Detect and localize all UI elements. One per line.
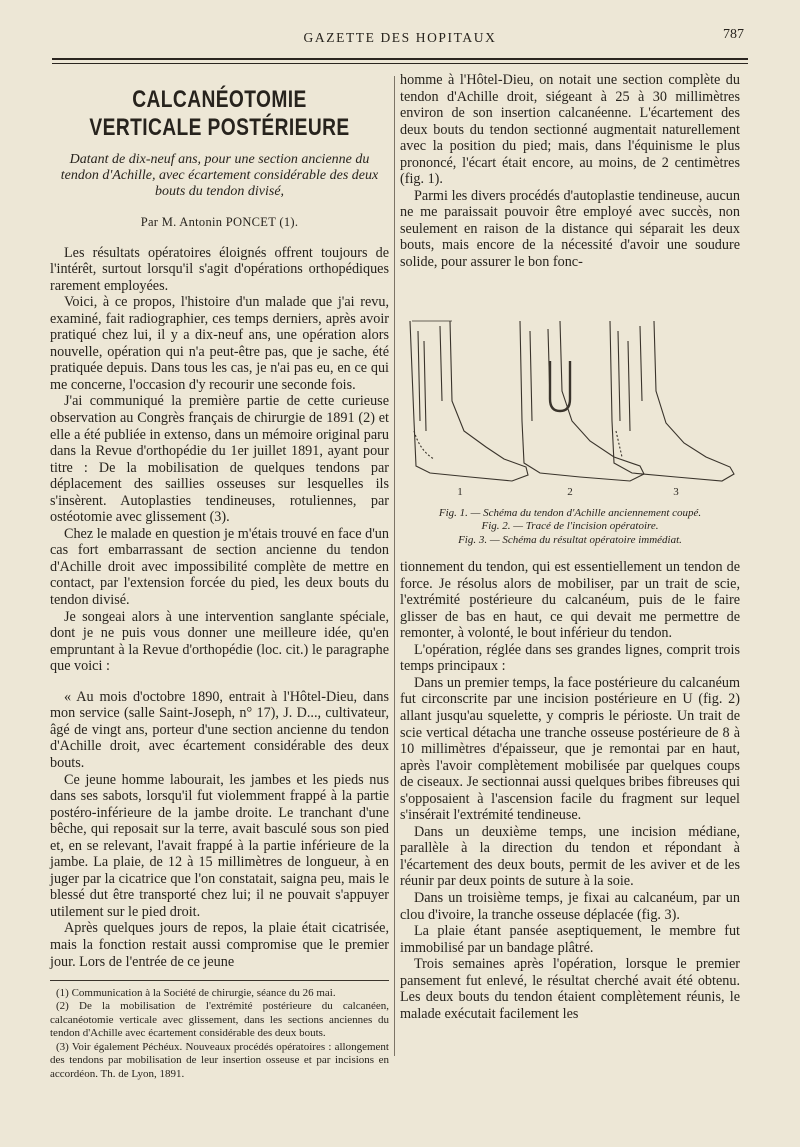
- figure-number-label: 3: [673, 485, 679, 498]
- footnote: (1) Communication à la Société de chirurgie, séance du 26 mai.: [56, 987, 336, 1000]
- foot-drawing-3: [610, 321, 734, 481]
- caption-fig-2: Fig. 2. — Tracé de l'incision opératoire.: [481, 520, 659, 533]
- paragraph: Les résultats opératoires éloignés offrent toujours de l'intérêt, surtout lorsqu'il s'agit d'opérations orthopédiques rarement employées.: [50, 244, 389, 294]
- article-subtitle: Datant de dix-neuf ans, pour une section ancienne du tendon d'Achille, avec écartement considérable des deux bouts du tendon divisé,: [60, 152, 379, 199]
- journal-title: GAZETTE DES HOPITAUX: [303, 30, 497, 45]
- header-rule: [52, 58, 748, 60]
- paragraph: Je songeai alors à une intervention sanglante spéciale, dont je ne puis vous donner une meilleure idée, qu'en empruntant à la Revue d'orthopédie (loc. cit.) le paragraphe que voici :: [50, 608, 389, 675]
- right-column: [400, 72, 740, 1022]
- paragraph: Dans un premier temps, la face postérieure du calcanéum fut circonscrite par une incision postérieure en U (fig. 2) allant jusqu'au squelette, y compris le périoste. Un trait de scie vertical détacha une tranche osseuse postérieure de 8 à 10 millimètres d'épaisseur, que je remontai par en haut, après l'avoir complètement mobilisée par quelques coups de ciseaux. Je sectionnai aussi quelques bribes fibreuses qui s'opposaient à l'ascension facile du fragment sur lequel s'insérait l'extrémité tendineuse.: [400, 674, 741, 824]
- left-column: [50, 72, 389, 1081]
- paragraph: L'opération, réglée dans ses grandes lignes, comprit trois temps principaux :: [400, 641, 740, 675]
- caption-fig-1: Fig. 1. — Schéma du tendon d'Achille anciennement coupé.: [438, 506, 702, 519]
- paragraph: Trois semaines après l'opération, lorsque le premier pansement fut enlevé, le résultat cherché avait été obtenu. Les deux bouts du tendon étaient complètement réunis, le malade exécutait facilement les: [400, 956, 740, 1022]
- figure-number-label: 2: [567, 485, 573, 498]
- paragraph: J'ai communiqué la première partie de cette curieuse observation au Congrès français de chirurgie de 1891 (2) et elle a été publiée in extenso, dans un mémoire original paru dans la Revue d'orthopédie du 1er juillet 1891, ayant pour titre : De la mobilisation de quelques tendons par déplacement des saillies osseuses sur lesquelles ils s'insèrent. Autoplasties tendineuses, rotuliennes, par ostéotomie avec glissement (3).: [50, 393, 389, 526]
- column-divider: [394, 76, 395, 1056]
- quote-paragraph: « Au mois d'octobre 1890, entrait à l'Hôtel-Dieu, dans mon service (salle Saint-Joseph, n° 17), J. D..., cultivateur, âgé de vingt ans, porteur d'une section ancienne du tendon d'Achille droit, avec écartement considérable des deux bouts.: [50, 688, 389, 771]
- footnote-rule: [50, 980, 389, 981]
- footnote: (2) De la mobilisation de l'extrémité postérieure du calcanéen, calcanéotomie verticale avec glissement, dans les sections anciennes du tendon d'Achille avec écartement considérable des deux bouts.: [50, 1000, 389, 1040]
- running-header: [52, 27, 748, 50]
- paragraph: Dans un troisième temps, je fixai au calcanéum, par un clou d'ivoire, la tranche osseuse déplacée (fig. 3).: [400, 890, 740, 923]
- footnote: (3) Voir également Péchéux. Nouveaux procédés opératoires : allongement des tendons par mobilisation de leur insertion osseuse et par incisions en accordéon. Th. de Lyon, 1891.: [50, 1040, 389, 1080]
- foot-schema-illustration: [400, 281, 740, 503]
- foot-drawing-1: [410, 321, 528, 481]
- figure-captions: [400, 507, 740, 548]
- paragraph: Dans un deuxième temps, une incision médiane, parallèle à la direction du tendon et répondant à l'écartement des deux bouts, permit de les aviver et de les réunir par deux points de suture à la soie.: [400, 823, 740, 890]
- paragraph: Chez le malade en question je m'étais trouvé en face d'un cas fort embarrassant de section ancienne du tendon d'Achille droit avec impossibilité complète de mettre en contact, par l'extension forcée du pied, les deux bouts du tendon divisé.: [50, 525, 389, 609]
- quote-paragraph: Après quelques jours de repos, la plaie était cicatrisée, mais la fonction restait aussi compromise que le premier jour. Lors de l'entrée de ce jeune: [50, 920, 389, 970]
- page-number: 787: [723, 27, 744, 42]
- footnotes: [50, 987, 389, 1081]
- paragraph: Voici, à ce propos, l'histoire d'un malade que j'ai revu, examiné, fait radiographier, ces temps derniers, après avoir pratiqué chez lui, il y a dix-neuf ans, une opération alors nouvelle, opération qui n'a peut-être pas, que je sache, été pratiquée depuis. Dans tous les cas, je n'ai pas eu, en ce qui me concerne, l'occasion d'y recourir une seconde fois.: [50, 294, 389, 393]
- article-title: CALCANÉOTOMIE VERTICALE POSTÉRIEURE: [89, 86, 350, 141]
- foot-drawing-2: [520, 321, 644, 481]
- paragraph: Parmi les divers procédés d'autoplastie tendineuse, aucun ne me paraissait pouvoir être employé avec succès, non seulement en raison de la distance qui séparait les deux bouts, mais encore de la nécessité d'avoir une soudure solide, pour assurer le bon fonc-: [400, 187, 740, 271]
- article-author: Par M. Antonin PONCET (1).: [140, 215, 299, 229]
- caption-fig-3: Fig. 3. — Schéma du résultat opératoire immédiat.: [458, 533, 682, 546]
- paragraph: tionnement du tendon, qui est essentiellement un tendon de force. Je résolus alors de mobiliser, par un trait de scie, l'extrémité postérieure du calcanéum, puis de le faire glisser de bas en haut, ce qui devait me permettre de remonter, à volonté, le bout inférieur du tendon.: [400, 559, 740, 642]
- header-rule-thin: [52, 63, 748, 64]
- quote-paragraph: Ce jeune homme labourait, les jambes et les pieds nus dans ses sabots, lorsqu'il fut violemment frappé à la partie postéro-inférieure de la jambe droite. Le tranchant d'une bêche, qui reposait sur la terre, avait basculé sous son pied et, en se relevant, l'avait frappé à la partie inférieure de la jambe. La plaie, de 12 à 15 millimètres de longueur, à en juger par la cicatrice que l'on constatait, saigna peu, mais le blessé dut être transporté chez lui; il ne pouvait s'appuyer utilement sur le pied droit.: [50, 771, 389, 920]
- paragraph: La plaie étant pansée aseptiquement, le membre fut immobilisé par un bandage plâtré.: [400, 923, 740, 956]
- figure-foot-diagrams: [400, 281, 740, 503]
- paragraph: homme à l'Hôtel-Dieu, on notait une section complète du tendon d'Achille droit, siégeant à 25 à 30 millimètres environ de son insertion calcanéenne. L'écartement des deux bouts du tendon sectionné augmentait naturellement avec la position du pied; mais, dans l'équinisme le plus prononcé, l'écart était encore, au moins, de 2 centimètres (fig. 1).: [400, 72, 740, 188]
- figure-number-label: 1: [457, 485, 463, 498]
